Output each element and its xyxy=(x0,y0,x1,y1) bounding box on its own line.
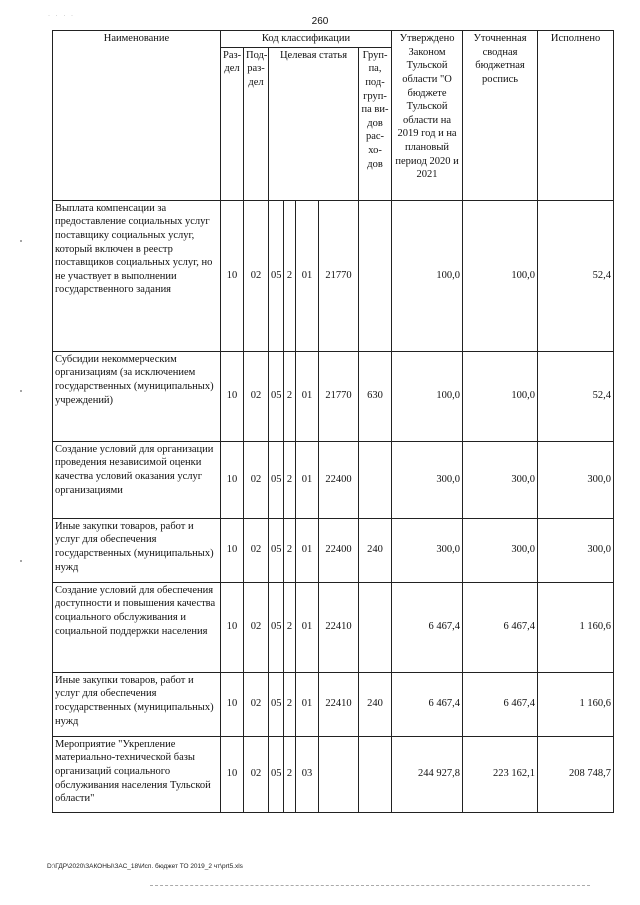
row-target-part-2: 2 xyxy=(284,441,296,518)
row-subsection: 02 xyxy=(244,736,269,812)
row-target-part-2: 2 xyxy=(284,582,296,672)
row-target-part-3: 03 xyxy=(296,736,319,812)
row-target-part-1: 05 xyxy=(269,582,284,672)
header-approved: Утверждено Законом Тульской области "О бюджете Тульской области на 2019 год и на плановый период 2020 и 2021 xyxy=(392,31,463,201)
row-executed: 300,0 xyxy=(538,518,614,582)
row-refined: 6 467,4 xyxy=(463,582,538,672)
row-refined: 223 162,1 xyxy=(463,736,538,812)
row-approved: 244 927,8 xyxy=(392,736,463,812)
row-target-part-1: 05 xyxy=(269,736,284,812)
row-expense-group: 240 xyxy=(359,518,392,582)
header-executed: Исполнено xyxy=(538,31,614,201)
row-subsection: 02 xyxy=(244,441,269,518)
row-expense-group: 630 xyxy=(359,351,392,441)
row-target-part-2: 2 xyxy=(284,672,296,736)
row-executed: 208 748,7 xyxy=(538,736,614,812)
row-expense-group xyxy=(359,582,392,672)
row-refined: 300,0 xyxy=(463,518,538,582)
row-target-part-2: 2 xyxy=(284,518,296,582)
row-target-part-4 xyxy=(319,736,359,812)
row-target-part-3: 01 xyxy=(296,518,319,582)
header-name: Наименование xyxy=(53,31,221,201)
row-name: Создание условий для обеспечения доступности и повышения качества социального обслуживания и социальной поддержки населения xyxy=(53,582,221,672)
row-subsection: 02 xyxy=(244,582,269,672)
header-row-top xyxy=(53,31,614,48)
row-section: 10 xyxy=(221,351,244,441)
row-refined: 6 467,4 xyxy=(463,672,538,736)
row-target-part-4: 22400 xyxy=(319,441,359,518)
row-target-part-3: 01 xyxy=(296,351,319,441)
row-subsection: 02 xyxy=(244,672,269,736)
table-row xyxy=(53,672,614,736)
page-number: 260 xyxy=(311,16,329,27)
row-section: 10 xyxy=(221,518,244,582)
row-executed: 300,0 xyxy=(538,441,614,518)
table-row xyxy=(53,518,614,582)
row-section: 10 xyxy=(221,582,244,672)
row-name: Иные закупки товаров, работ и услуг для обеспечения государственных (муниципальных) нужд xyxy=(53,672,221,736)
row-target-part-1: 05 xyxy=(269,518,284,582)
footer-rule xyxy=(150,885,590,886)
row-target-part-4: 22410 xyxy=(319,672,359,736)
row-target-part-3: 01 xyxy=(296,200,319,351)
row-approved: 100,0 xyxy=(392,351,463,441)
table-row xyxy=(53,200,614,351)
row-refined: 100,0 xyxy=(463,200,538,351)
row-section: 10 xyxy=(221,672,244,736)
row-target-part-4: 21770 xyxy=(319,351,359,441)
row-target-part-4: 22410 xyxy=(319,582,359,672)
row-expense-group xyxy=(359,441,392,518)
budget-table xyxy=(52,30,614,813)
row-subsection: 02 xyxy=(244,351,269,441)
row-expense-group: 240 xyxy=(359,672,392,736)
footer-file-path: D:\ГДР\2020\ЗАКОНЫ\ЗАС_18\Исп. бюджет ТО 2019_2 чт\prt5.xls xyxy=(47,863,243,870)
row-target-part-4: 22400 xyxy=(319,518,359,582)
row-target-part-4: 21770 xyxy=(319,200,359,351)
table-row xyxy=(53,736,614,812)
scan-speck xyxy=(20,560,22,562)
header-section: Раз-дел xyxy=(221,47,244,200)
row-name: Создание условий для организации проведения независимой оценки качества условий оказания услуг организациями xyxy=(53,441,221,518)
row-approved: 300,0 xyxy=(392,518,463,582)
row-section: 10 xyxy=(221,441,244,518)
row-target-part-1: 05 xyxy=(269,351,284,441)
row-target-part-3: 01 xyxy=(296,441,319,518)
row-approved: 6 467,4 xyxy=(392,582,463,672)
row-refined: 100,0 xyxy=(463,351,538,441)
table-row xyxy=(53,582,614,672)
row-approved: 300,0 xyxy=(392,441,463,518)
header-classification-code: Код классификации xyxy=(221,31,392,48)
row-name: Иные закупки товаров, работ и услуг для обеспечения государственных (муниципальных) нужд xyxy=(53,518,221,582)
row-target-part-2: 2 xyxy=(284,200,296,351)
row-approved: 6 467,4 xyxy=(392,672,463,736)
row-target-part-2: 2 xyxy=(284,736,296,812)
row-subsection: 02 xyxy=(244,518,269,582)
row-refined: 300,0 xyxy=(463,441,538,518)
row-target-part-3: 01 xyxy=(296,672,319,736)
row-expense-group xyxy=(359,736,392,812)
header-target-article: Целевая статья xyxy=(269,47,359,200)
row-name: Мероприятие "Укрепление материально-технической базы организаций социального обслуживания населения Тульской области" xyxy=(53,736,221,812)
header-refined: Уточненная сводная бюджетная роспись xyxy=(463,31,538,201)
table-row xyxy=(53,441,614,518)
row-subsection: 02 xyxy=(244,200,269,351)
row-name: Субсидии некоммерческим организациям (за исключением государственных (муниципальных) учреждений) xyxy=(53,351,221,441)
row-section: 10 xyxy=(221,736,244,812)
row-target-part-3: 01 xyxy=(296,582,319,672)
row-executed: 1 160,6 xyxy=(538,582,614,672)
row-target-part-2: 2 xyxy=(284,351,296,441)
row-executed: 52,4 xyxy=(538,351,614,441)
row-target-part-1: 05 xyxy=(269,441,284,518)
header-expense-group: Груп-па, под-груп-па ви-дов рас-хо-дов xyxy=(359,47,392,200)
row-target-part-1: 05 xyxy=(269,672,284,736)
scan-speck xyxy=(20,390,22,392)
row-section: 10 xyxy=(221,200,244,351)
table-row xyxy=(53,351,614,441)
row-executed: 1 160,6 xyxy=(538,672,614,736)
row-target-part-1: 05 xyxy=(269,200,284,351)
row-expense-group xyxy=(359,200,392,351)
header-subsection: Под-раз-дел xyxy=(244,47,269,200)
row-approved: 100,0 xyxy=(392,200,463,351)
scan-mark: · · · · xyxy=(48,13,75,19)
scan-speck xyxy=(20,240,22,242)
row-name: Выплата компенсации за предоставление социальных услуг поставщику социальных услуг, который включен в реестр поставщиков социальных услуг, но не участвует в выполнении государственного задания xyxy=(53,200,221,351)
row-executed: 52,4 xyxy=(538,200,614,351)
